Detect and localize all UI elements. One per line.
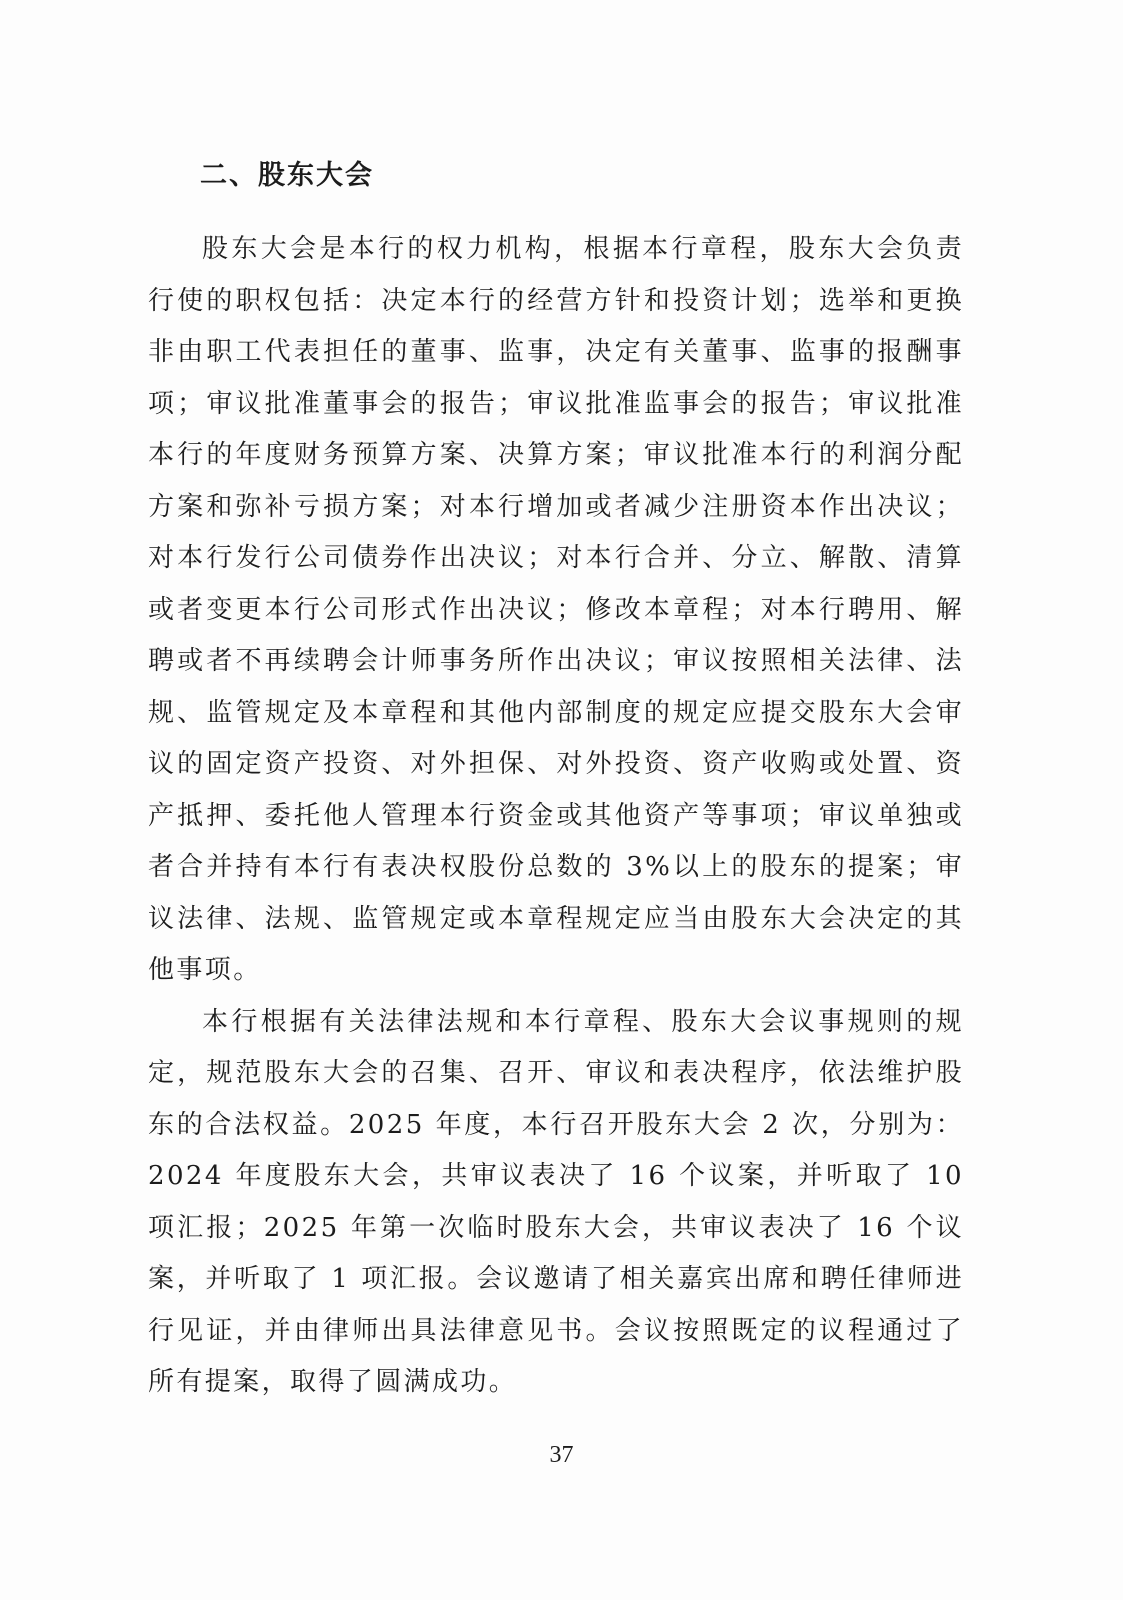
section-heading: 二、股东大会 bbox=[200, 160, 374, 191]
paragraph-shareholder-powers: 股东大会是本行的权力机构，根据本行章程，股东大会负责行使的职权包括：决定本行的经营方针和投资计划；选举和更换非由职工代表担任的董事、监事，决定有关董事、监事的报酬事项；审议批准董事会的报告；审议批准监事会的报告；审议批准本行的年度财务预算方案、决算方案；审议批准本行的利润分配方案和弥补亏损方案；对本行增加或者减少注册资本作出决议；对本行发行公司债券作出决议；对本行合并、分立、解散、清算或者变更本行公司形式作出决议；修改本章程；对本行聘用、解聘或者不再续聘会计师事务所作出决议；审议按照相关法律、法规、监管规定及本章程和其他内部制度的规定应提交股东大会审议的固定资产投资、对外担保、对外投资、资产收购或处置、资产抵押、委托他人管理本行资金或其他资产等事项；审议单独或者合并持有本行有表决权股份总数的 3%以上的股东的提案；审议法律、法规、监管规定或本章程规定应当由股东大会决定的其他事项。 bbox=[148, 234, 964, 985]
page-content bbox=[148, 148, 964, 1409]
paragraph-meetings-2025: 本行根据有关法律法规和本行章程、股东大会议事规则的规定，规范股东大会的召集、召开、审议和表决程序，依法维护股东的合法权益。2025 年度，本行召开股东大会 2 次，分别为：2024 年度股东大会，共审议表决了 16 个议案，并听取了 10 项汇报；2025 年第一次临时股东大会，共审议表决了 16 个议案，并听取了 1 项汇报。会议邀请了相关嘉宾出席和聘任律师进行见证，并由律师出具法律意见书。会议按照既定的议程通过了所有提案，取得了圆满成功。 bbox=[148, 1006, 964, 1397]
page-number: 37 bbox=[549, 1442, 574, 1468]
